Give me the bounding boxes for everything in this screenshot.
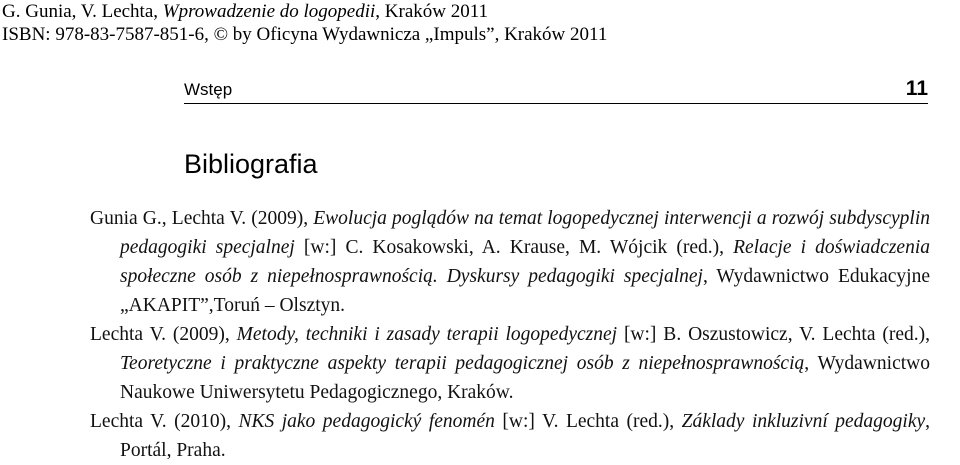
citation-line-title — [2, 1, 488, 23]
reference-editors: [w:] B. Oszustowicz, V. Lechta (red.), — [617, 324, 930, 345]
citation-place-year: , Kraków 2011 — [375, 1, 489, 22]
reference-authors: Lechta V. (2009), — [90, 324, 237, 345]
reference-authors: Gunia G., Lechta V. (2009), — [90, 208, 314, 229]
reference-entry — [90, 320, 930, 407]
reference-authors: Lechta V. (2010), — [90, 411, 239, 432]
reference-publisher: , Wydawnictwo Naukowe Uniwersytetu Pedagogicznego, Kraków. — [120, 353, 930, 403]
reference-entry — [90, 407, 930, 465]
reference-book-title: Teoretyczne i praktyczne aspekty terapii pedagogicznej osób z niepełnosprawnością — [120, 353, 805, 374]
citation-book-title: Wprowadzenie do logopedii — [162, 1, 376, 22]
reference-chapter-title: Ewolucja poglądów na temat logopedycznej interwencji a rozwój subdyscyplin pedagogiki specjalnej — [120, 208, 930, 258]
running-head — [184, 79, 928, 103]
reference-book-title: Základy inkluzivní pedagogiky — [681, 411, 926, 432]
reference-entry — [90, 204, 930, 320]
header-rule — [184, 103, 928, 104]
running-head-section: Wstęp — [184, 80, 233, 99]
section-title: Bibliografia — [184, 149, 318, 179]
reference-book-title: Relacje i doświadczenia społeczne osób z niepełnosprawnością. Dyskursy pedagogiki specjalnej — [120, 237, 930, 287]
reference-publisher: , Portál, Praha. — [120, 411, 931, 461]
reference-publisher: , Wydawnictwo Edukacyjne „AKAPIT”,Toruń – Olsztyn. — [120, 266, 930, 316]
reference-chapter-title: Metody, techniki i zasady terapii logopedycznej — [236, 324, 618, 345]
reference-editors: [w:] V. Lechta (red.), — [494, 411, 682, 432]
reference-list — [90, 204, 930, 465]
page-number: 11 — [905, 77, 928, 100]
reference-chapter-title: NKS jako pedagogický fenomén — [238, 411, 495, 432]
citation-authors: G. Gunia, V. Lechta, — [2, 1, 163, 22]
reference-editors: [w:] C. Kosakowski, A. Krause, M. Wójcik (red.), — [294, 237, 734, 258]
citation-line-isbn: ISBN: 978-83-7587-851-6, © by Oficyna Wydawnicza „Impuls”, Kraków 2011 — [2, 24, 608, 45]
